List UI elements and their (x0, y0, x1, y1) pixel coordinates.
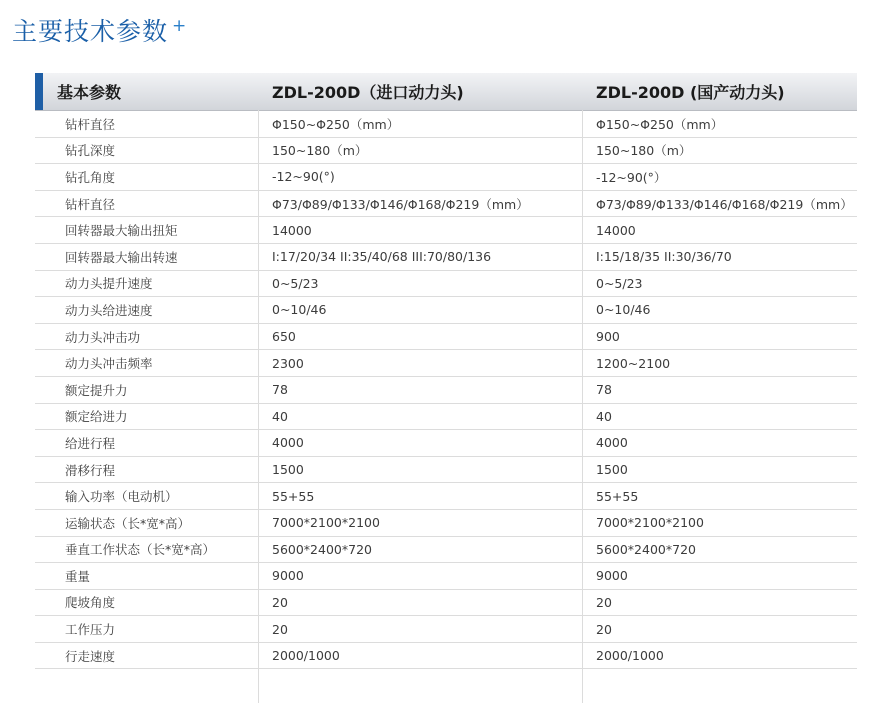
row-label: 回转器最大输出转速 (35, 243, 258, 270)
table-header-cell-import (258, 73, 582, 111)
row-label: 钻孔角度 (35, 164, 258, 191)
table-row (35, 642, 857, 669)
column-divider-2 (582, 110, 583, 703)
spec-table (35, 73, 857, 669)
row-label: 动力头冲击频率 (35, 350, 258, 377)
table-row (35, 297, 857, 324)
row-value-import: Φ150~Φ250（mm） (258, 111, 582, 138)
table-row (35, 509, 857, 536)
table-header (35, 73, 857, 111)
table-header-label-0: 基本参数 (57, 83, 122, 102)
row-value-import: 5600*2400*720 (258, 536, 582, 563)
page-title (12, 12, 188, 48)
row-value-import: 2000/1000 (258, 642, 582, 669)
row-value-domestic: 150~180（m） (582, 137, 857, 164)
table-row (35, 217, 857, 244)
row-value-domestic: 14000 (582, 217, 857, 244)
row-label: 动力头冲击功 (35, 323, 258, 350)
table-row (35, 563, 857, 590)
row-label: 动力头提升速度 (35, 270, 258, 297)
table-row (35, 190, 857, 217)
row-label: 额定给进力 (35, 403, 258, 430)
row-label: 输入功率（电动机） (35, 483, 258, 510)
row-value-domestic: I:15/18/35 II:30/36/70 (582, 243, 857, 270)
row-value-domestic: 9000 (582, 563, 857, 590)
row-value-import: Φ73/Φ89/Φ133/Φ146/Φ168/Φ219（mm） (258, 190, 582, 217)
table-row (35, 111, 857, 138)
row-value-domestic: 2000/1000 (582, 642, 857, 669)
row-label: 滑移行程 (35, 456, 258, 483)
table-row (35, 536, 857, 563)
row-value-domestic: 40 (582, 403, 857, 430)
row-label: 钻孔深度 (35, 137, 258, 164)
table-row (35, 137, 857, 164)
row-value-domestic: 55+55 (582, 483, 857, 510)
table-row (35, 164, 857, 191)
table-row (35, 403, 857, 430)
table-header-cell-domestic (582, 73, 857, 111)
row-value-domestic: 900 (582, 323, 857, 350)
row-value-domestic: 0~5/23 (582, 270, 857, 297)
row-value-domestic: 20 (582, 616, 857, 643)
row-value-domestic: Φ150~Φ250（mm） (582, 111, 857, 138)
row-value-import: 7000*2100*2100 (258, 509, 582, 536)
row-value-import: -12~90(°) (258, 164, 582, 191)
row-value-import: 55+55 (258, 483, 582, 510)
row-value-import: 78 (258, 376, 582, 403)
table-row (35, 616, 857, 643)
row-value-import: 14000 (258, 217, 582, 244)
table-row (35, 376, 857, 403)
row-label: 回转器最大输出扭矩 (35, 217, 258, 244)
row-value-domestic: 1200~2100 (582, 350, 857, 377)
table-row (35, 323, 857, 350)
row-value-import: I:17/20/34 II:35/40/68 III:70/80/136 (258, 243, 582, 270)
row-label: 给进行程 (35, 430, 258, 457)
row-value-import: 4000 (258, 430, 582, 457)
row-label: 额定提升力 (35, 376, 258, 403)
table-row (35, 270, 857, 297)
row-value-domestic: 1500 (582, 456, 857, 483)
row-value-import: 40 (258, 403, 582, 430)
row-value-import: 0~10/46 (258, 297, 582, 324)
row-value-domestic: 7000*2100*2100 (582, 509, 857, 536)
row-value-domestic: 4000 (582, 430, 857, 457)
row-value-domestic: 5600*2400*720 (582, 536, 857, 563)
table-header-label-2: ZDL-200D (国产动力头) (596, 83, 785, 102)
row-value-import: 150~180（m） (258, 137, 582, 164)
row-value-domestic: 20 (582, 589, 857, 616)
table-row (35, 456, 857, 483)
table-row (35, 589, 857, 616)
page-title-text: 主要技术参数 (12, 17, 169, 46)
row-label: 垂直工作状态（长*宽*高） (35, 536, 258, 563)
spec-table-container (35, 73, 857, 669)
row-label: 工作压力 (35, 616, 258, 643)
table-row (35, 483, 857, 510)
table-row (35, 243, 857, 270)
row-value-import: 1500 (258, 456, 582, 483)
row-label: 行走速度 (35, 642, 258, 669)
row-value-import: 0~5/23 (258, 270, 582, 297)
row-value-import: 9000 (258, 563, 582, 590)
plus-icon: + (172, 16, 188, 36)
row-value-domestic: 0~10/46 (582, 297, 857, 324)
row-label: 运输状态（长*宽*高） (35, 509, 258, 536)
table-header-row (35, 73, 857, 111)
table-header-cell-parameter (35, 73, 258, 111)
row-value-import: 20 (258, 589, 582, 616)
table-row (35, 350, 857, 377)
row-label: 重量 (35, 563, 258, 590)
row-value-import: 650 (258, 323, 582, 350)
column-divider-1 (258, 110, 259, 703)
table-body (35, 111, 857, 669)
table-header-label-1: ZDL-200D（进口动力头) (272, 83, 464, 102)
row-value-import: 2300 (258, 350, 582, 377)
row-label: 钻杆直径 (35, 111, 258, 138)
header-accent-bar (35, 73, 43, 110)
row-label: 钻杆直径 (35, 190, 258, 217)
row-value-domestic: -12~90(°） (582, 164, 857, 191)
row-label: 动力头给进速度 (35, 297, 258, 324)
row-label: 爬坡角度 (35, 589, 258, 616)
row-value-domestic: Φ73/Φ89/Φ133/Φ146/Φ168/Φ219（mm） (582, 190, 857, 217)
table-row (35, 430, 857, 457)
row-value-import: 20 (258, 616, 582, 643)
row-value-domestic: 78 (582, 376, 857, 403)
